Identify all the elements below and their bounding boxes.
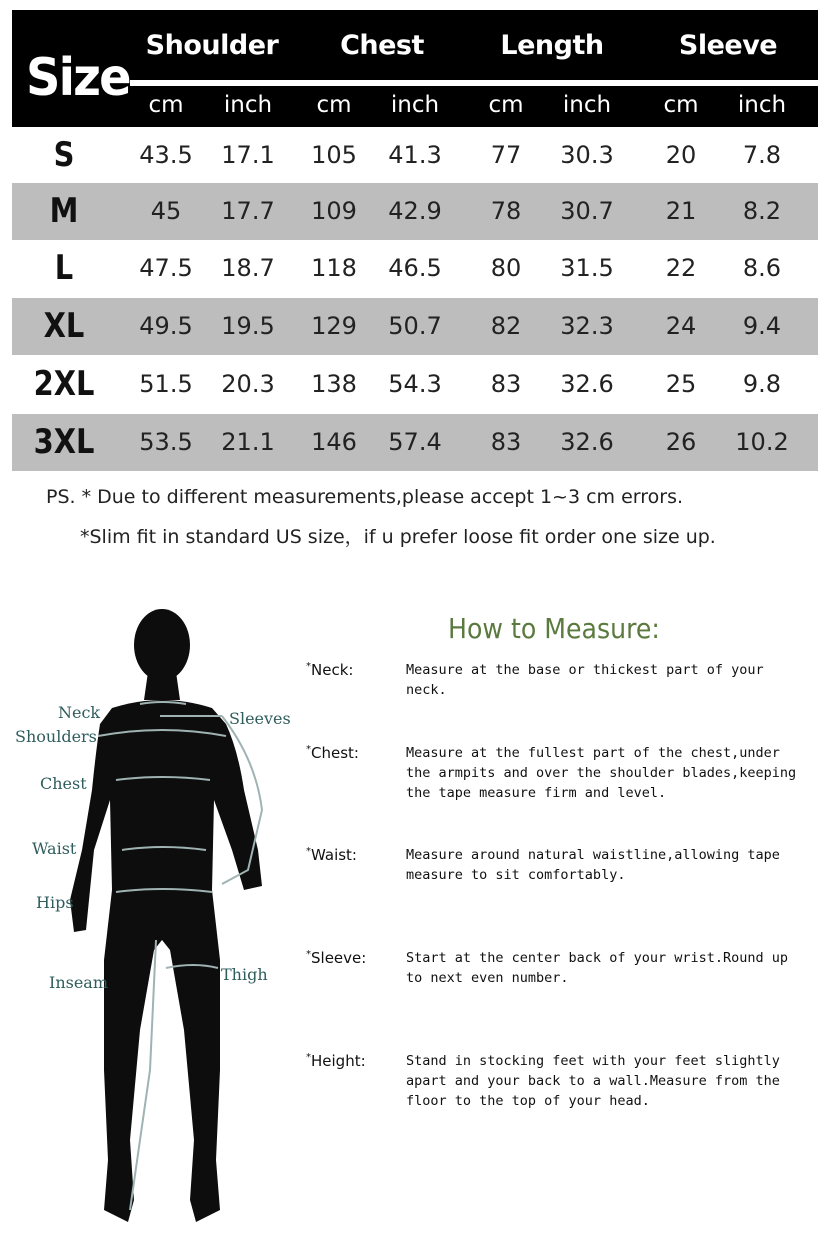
figure-label-shoulders: Shoulders [15, 727, 97, 746]
table-cell: 57.4 [388, 428, 442, 456]
table-cell: 53.5 [139, 428, 193, 456]
measure-label-text: Chest: [311, 744, 359, 762]
table-row [12, 240, 818, 297]
table-cell: 21 [665, 197, 697, 225]
table-cell: 138 [311, 370, 357, 398]
table-row [12, 127, 818, 184]
note-line-2: *Slim fit in standard US size，if u prefer loose fit order one size up. [80, 526, 716, 548]
unit-shoulder-inch: inch [223, 92, 273, 118]
table-cell: 20.3 [221, 370, 275, 398]
table-cell: 9.4 [742, 312, 782, 340]
figure-label-waist: Waist [32, 839, 77, 858]
table-cell: 47.5 [139, 254, 193, 282]
table-cell: 83 [490, 428, 522, 456]
table-cell: 118 [311, 254, 357, 282]
table-cell: 109 [311, 197, 357, 225]
measure-text-neck: Measure at the base or thickest part of your neck. [406, 662, 764, 698]
table-cell: 82 [490, 312, 522, 340]
measure-label-text: Neck: [311, 661, 354, 679]
table-cell: 22 [665, 254, 697, 282]
table-cell: 18.7 [221, 254, 275, 282]
unit-sleeve-inch: inch [737, 92, 787, 118]
measure-label-chest: *Chest: [306, 744, 359, 762]
size-cell: S [53, 135, 75, 175]
table-cell: 30.7 [560, 197, 614, 225]
table-cell: 19.5 [221, 312, 275, 340]
figure-label-inseam: Inseam [49, 973, 109, 992]
table-cell: 42.9 [388, 197, 442, 225]
note-line-1: PS. * Due to different measurements,please accept 1~3 cm errors. [46, 486, 684, 508]
table-cell: 17.7 [221, 197, 275, 225]
table-cell: 129 [311, 312, 357, 340]
table-cell: 80 [490, 254, 522, 282]
table-cell: 20 [665, 141, 697, 169]
size-title: Size [26, 48, 130, 108]
measure-label-text: Sleeve: [311, 949, 367, 967]
unit-sleeve-cm: cm [663, 92, 699, 118]
table-cell: 8.2 [742, 197, 782, 225]
size-cell: L [54, 248, 74, 288]
unit-length-inch: inch [562, 92, 612, 118]
measure-text-waist: Measure around natural waistline,allowing tape measure to sit comfortably. [406, 847, 780, 883]
measure-label-text: Waist: [311, 846, 357, 864]
table-cell: 46.5 [388, 254, 442, 282]
column-header-chest: Chest [340, 30, 424, 61]
column-header-length: Length [500, 30, 604, 61]
measure-label-text: Height: [311, 1052, 366, 1070]
size-table-header [12, 10, 818, 127]
body-silhouette-icon [0, 600, 300, 1230]
column-header-sleeve: Sleeve [678, 30, 778, 61]
table-cell: 43.5 [139, 141, 193, 169]
table-cell: 146 [311, 428, 357, 456]
table-cell: 50.7 [388, 312, 442, 340]
table-cell: 41.3 [388, 141, 442, 169]
unit-chest-cm: cm [316, 92, 352, 118]
unit-length-cm: cm [488, 92, 524, 118]
size-cell: M [49, 191, 79, 231]
size-cell: XL [43, 306, 85, 346]
table-cell: 105 [311, 141, 357, 169]
table-row [12, 183, 818, 240]
size-cell: 3XL [33, 422, 95, 462]
figure-label-sleeves: Sleeves [229, 709, 291, 728]
table-row [12, 298, 818, 355]
measure-label-neck: *Neck: [306, 661, 354, 679]
table-row [12, 356, 818, 413]
table-cell: 25 [665, 370, 697, 398]
measure-text-sleeve: Start at the center back of your wrist.Round up to next even number. [406, 950, 789, 986]
table-cell: 9.8 [742, 370, 782, 398]
figure-label-hips: Hips [36, 893, 74, 912]
measure-label-sleeve: *Sleeve: [306, 949, 367, 967]
how-to-measure-title: How to Measure: [448, 612, 660, 645]
table-cell: 30.3 [560, 141, 614, 169]
table-cell: 24 [665, 312, 697, 340]
table-cell: 45 [150, 197, 182, 225]
header-divider [130, 80, 818, 86]
table-cell: 32.6 [560, 370, 614, 398]
measure-label-height: *Height: [306, 1052, 366, 1070]
table-cell: 77 [490, 141, 522, 169]
table-cell: 26 [665, 428, 697, 456]
measure-text-chest: Measure at the fullest part of the chest,under the armpits and over the shoulder blades,keeping the tape measure firm and level. [406, 745, 797, 801]
column-header-shoulder: Shoulder [145, 30, 279, 61]
table-cell: 32.3 [560, 312, 614, 340]
table-cell: 32.6 [560, 428, 614, 456]
unit-chest-inch: inch [390, 92, 440, 118]
table-cell: 8.6 [742, 254, 782, 282]
table-cell: 51.5 [139, 370, 193, 398]
measure-text-height: Stand in stocking feet with your feet slightly apart and your back to a wall.Measure from the floor to the top of your head. [406, 1053, 780, 1109]
figure-label-neck: Neck [58, 703, 101, 722]
table-cell: 78 [490, 197, 522, 225]
table-row [12, 414, 818, 471]
table-cell: 10.2 [735, 428, 789, 456]
unit-shoulder-cm: cm [148, 92, 184, 118]
measure-label-waist: *Waist: [306, 846, 357, 864]
table-cell: 54.3 [388, 370, 442, 398]
size-cell: 2XL [33, 364, 95, 404]
table-cell: 49.5 [139, 312, 193, 340]
table-cell: 21.1 [221, 428, 275, 456]
table-cell: 31.5 [560, 254, 614, 282]
table-cell: 17.1 [221, 141, 275, 169]
table-cell: 7.8 [742, 141, 782, 169]
figure-label-chest: Chest [40, 774, 87, 793]
figure-label-thigh: Thigh [221, 965, 268, 984]
table-cell: 83 [490, 370, 522, 398]
